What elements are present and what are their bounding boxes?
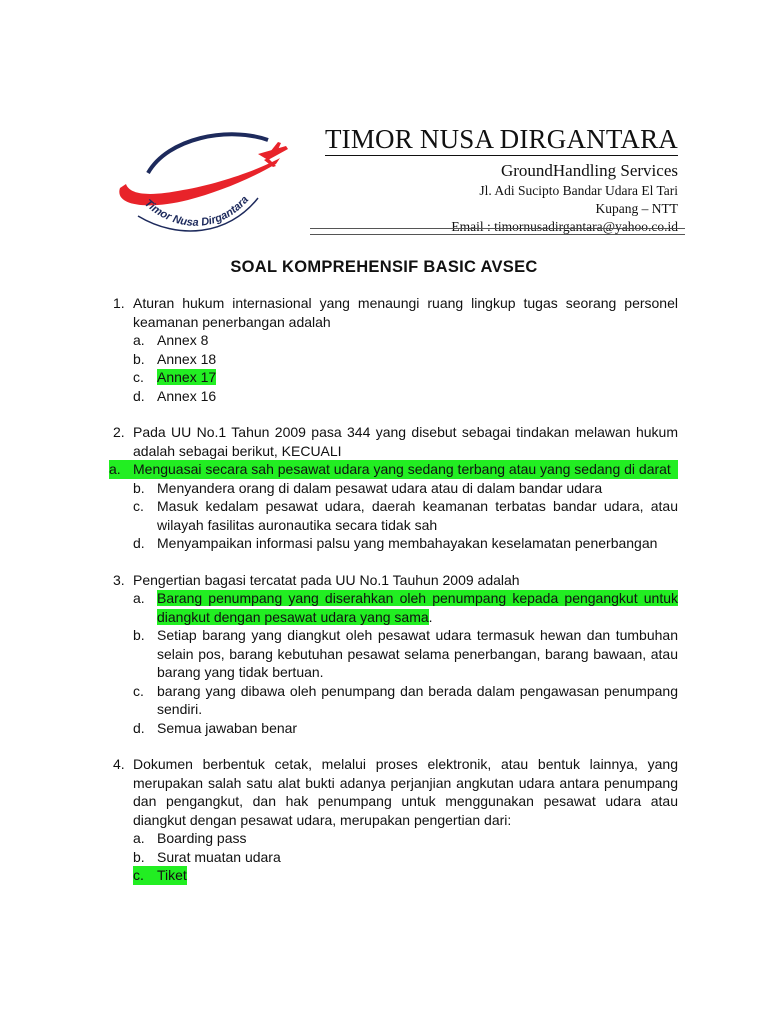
- header-divider-top: [310, 228, 685, 229]
- option-a-answer: a. Barang penumpang yang diserahkan oleh penumpang kepada pengangkut untuk diangkut dengan pesawat udara yang sama.: [133, 590, 678, 625]
- question-3: [113, 571, 678, 738]
- option-a-answer: a. Menguasai secara sah pesawat udara yang sedang terbang atau yang sedang di darat: [109, 460, 678, 479]
- option-d: d. Annex 16: [133, 387, 217, 404]
- option-d: d. Semua jawaban benar: [133, 719, 298, 736]
- email-line: Email : timornusadirgantara@yahoo.co.id: [451, 219, 678, 234]
- option-a: a. Boarding pass: [133, 830, 247, 846]
- company-services: GroundHandling Services: [500, 161, 678, 180]
- answer-highlight: Barang penumpang yang diserahkan oleh penumpang kepada pengangkut untuk diangkut dengan pesawat udara yang sama: [157, 590, 678, 625]
- option-b: b. Menyandera orang di dalam pesawat udara atau di dalam bandar udara: [133, 479, 603, 496]
- question-text: Pengertian bagasi tercatat pada UU No.1 Tauhun 2009 adalah: [133, 571, 520, 588]
- option-b: b. Annex 18: [133, 350, 217, 367]
- question-number: 3.: [113, 571, 125, 588]
- option-c-answer: c. Annex 17: [133, 369, 217, 385]
- option-a: a. Annex 8: [133, 332, 209, 348]
- answer-highlight: c. Tiket: [133, 867, 187, 883]
- question-1: [113, 294, 678, 405]
- question-4: [113, 755, 678, 885]
- question-number: 2.: [113, 424, 125, 440]
- question-text: Aturan hukum internasional yang menaungi ruang lingkup tugas seorang personel keamanan penerbangan adalah: [133, 295, 678, 330]
- address-line-1: Jl. Adi Sucipto Bandar Udara El Tari: [479, 183, 678, 198]
- option-c: c. barang yang dibawa oleh penumpang dan berada dalam pengawasan penumpang sendiri.: [133, 682, 678, 717]
- answer-highlight: Annex 17: [157, 369, 217, 385]
- company-name: TIMOR NUSA DIRGANTARA: [324, 124, 678, 154]
- option-d: d. Menyampaikan informasi palsu yang membahayakan keselamatan penerbangan: [133, 535, 658, 551]
- question-2: [109, 423, 678, 553]
- address-line-2: Kupang – NTT: [595, 201, 678, 216]
- logo-text: Timor Nusa Dirgantara: [142, 193, 252, 229]
- option-b: b. Setiap barang yang diangkut oleh pesawat udara termasuk hewan dan tumbuhan selain pos, barang kebutuhan pesawat selama penerbangan, barang bawaan, atau barang yang tidak bertuan.: [133, 627, 678, 680]
- letterhead: [258, 122, 678, 236]
- question-number: 1.: [113, 295, 125, 311]
- question-text: Dokumen berbentuk cetak, melalui proses elektronik, atau bentuk lainnya, yang merupakan salah satu alat bukti adanya perjanjian angkutan udara antara penumpang dan pengangkut, dan hak penumpang untuk menggunakan pesawat udara atau diangkut dengan pesawat udara, merupakan pengertian dari:: [133, 756, 678, 828]
- option-b: b. Surat muatan udara: [133, 848, 281, 865]
- option-c-answer: [133, 866, 678, 885]
- question-text: Pada UU No.1 Tahun 2009 pasa 344 yang disebut sebagai tindakan melawan hukum adalah sebagai berikut, KECUALI: [133, 424, 678, 459]
- question-number: 4.: [113, 756, 125, 772]
- document-title: SOAL KOMPREHENSIF BASIC AVSEC: [230, 258, 538, 276]
- option-c: c. Masuk kedalam pesawat udara, daerah keamanan terbatas bandar udara, atau wilayah fasilitas auronautika secara tidak sah: [133, 498, 678, 533]
- question-list: [109, 294, 678, 903]
- answer-highlight: Menguasai secara sah pesawat udara yang sedang terbang atau yang sedang di darat: [133, 461, 671, 477]
- header-divider-bottom: [310, 234, 685, 235]
